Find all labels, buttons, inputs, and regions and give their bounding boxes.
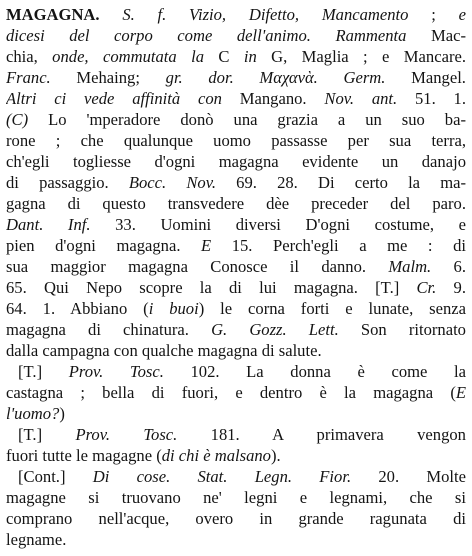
- text-run: [318, 68, 344, 87]
- text-run: 20. Molte: [351, 467, 466, 486]
- entry-line: [6, 403, 466, 424]
- italic-text: di chi è malsano: [161, 446, 271, 465]
- entry-line: [6, 361, 466, 382]
- italic-text: gr. dor.: [165, 68, 234, 87]
- text-run: gagna di questo transvedere dèe preceder del paro.: [6, 194, 466, 213]
- entry-line: [6, 319, 466, 340]
- text-run: pien d'ogni magagna.: [6, 236, 202, 255]
- italic-text: in: [243, 47, 257, 66]
- italic-text: E: [455, 383, 466, 402]
- italic-text: Altri ci vede affinità con: [6, 89, 222, 108]
- italic-text: G. Gozz. Lett.: [211, 320, 339, 339]
- text-run: ).: [270, 446, 281, 465]
- text-run: ) le corna forti e lunate, senza: [198, 299, 466, 318]
- text-run: chia,: [6, 47, 53, 66]
- italic-text: Rammenta: [335, 26, 407, 45]
- dictionary-entry-magagna: [6, 4, 466, 552]
- text-run: [100, 5, 123, 24]
- text-run: 64. 1. Abbiano (: [6, 299, 149, 318]
- text-run: [311, 26, 336, 45]
- entry-line: [6, 382, 466, 403]
- entry-line: [6, 193, 466, 214]
- text-run: fuori tutte le magagne (: [6, 446, 162, 465]
- text-run: [T.]: [18, 425, 76, 444]
- italic-text: Nov. ant.: [324, 89, 398, 108]
- entry-line: [6, 67, 466, 88]
- entry-text: [6, 4, 466, 550]
- text-run: 102. La donna è come la: [163, 362, 466, 381]
- text-run: Mehaing;: [50, 68, 166, 87]
- entry-line: [6, 46, 466, 67]
- text-run: 69. 28. Di certo la ma-: [215, 173, 466, 192]
- entry-line: [6, 4, 466, 25]
- text-run: ): [59, 404, 65, 423]
- entry-line: [6, 25, 466, 46]
- text-run: rone ; che qualunque uomo passasse per sua terra,: [6, 131, 466, 150]
- italic-text: onde, commutata la: [52, 47, 204, 66]
- text-run: 181. A primavera vengon: [177, 425, 466, 444]
- italic-text: Prov. Tosc.: [75, 425, 178, 444]
- italic-text: Μαχανὰ.: [259, 68, 318, 87]
- italic-text: e: [458, 5, 466, 24]
- italic-text: Germ.: [343, 68, 386, 87]
- italic-text: Malm.: [388, 257, 432, 276]
- text-run: sua maggior magagna Conosce il danno.: [6, 257, 389, 276]
- text-run: [T.]: [18, 362, 69, 381]
- text-run: [234, 68, 260, 87]
- italic-text: E: [201, 236, 212, 255]
- entry-line: [6, 130, 466, 151]
- text-run: Mac-: [406, 26, 466, 45]
- italic-text: Dant. Inf.: [6, 215, 91, 234]
- entry-line: [6, 529, 466, 550]
- text-run: 51. 1.: [397, 89, 466, 108]
- entry-line: [6, 109, 466, 130]
- text-run: [Cont.]: [18, 467, 93, 486]
- text-run: 33. Uomini diversi D'ogni costume, e: [90, 215, 466, 234]
- entry-line: [6, 298, 466, 319]
- text-run: Lo 'mperadore donò una grazia a un suo ba-: [28, 110, 466, 129]
- text-run: dalla campagna con qualche magagna di salute.: [6, 341, 322, 360]
- text-run: di passaggio.: [6, 173, 129, 192]
- text-run: C: [204, 47, 244, 66]
- italic-text: S. f. Vizio, Difetto, Mancamento: [122, 5, 409, 24]
- text-run: 65. Qui Nepo scopre la di lui magagna. [T.]: [6, 278, 417, 297]
- italic-text: dicesi del corpo come dell'animo.: [6, 26, 311, 45]
- entry-line: [6, 277, 466, 298]
- entry-line: [6, 508, 466, 529]
- text-run: 15. Perch'egli a me : di: [211, 236, 466, 255]
- entry-line: [6, 214, 466, 235]
- text-run: magagna di chinatura.: [6, 320, 212, 339]
- entry-line: [6, 235, 466, 256]
- entry-line: [6, 466, 466, 487]
- entry-line: [6, 256, 466, 277]
- text-run: Mangel.: [385, 68, 466, 87]
- italic-text: Bocc. Nov.: [128, 173, 216, 192]
- entry-line: [6, 487, 466, 508]
- text-run: 9.: [436, 278, 466, 297]
- text-run: castagna ; bella di fuori, e dentro è la magagna (: [6, 383, 456, 402]
- text-run: Mangano.: [221, 89, 325, 108]
- entry-line: [6, 88, 466, 109]
- text-run: G, Maglia ; e Mancare.: [256, 47, 466, 66]
- text-run: comprano nell'acque, overo in grande ragunata di: [6, 509, 466, 528]
- headword: MAGAGNA.: [6, 5, 100, 24]
- italic-text: Cr.: [416, 278, 437, 297]
- italic-text: Di cose. Stat. Legn. Fior.: [92, 467, 352, 486]
- text-run: ch'egli togliesse d'ogni magagna evidente un danajo: [6, 152, 466, 171]
- italic-text: Franc.: [6, 68, 51, 87]
- text-run: 6.: [431, 257, 466, 276]
- text-run: ;: [408, 5, 459, 24]
- text-run: legname.: [6, 530, 67, 549]
- italic-text: (C): [6, 110, 29, 129]
- entry-line: [6, 340, 466, 361]
- italic-text: i buoi: [148, 299, 199, 318]
- text-run: magagne si truovano ne' legni e legnami, che si: [6, 488, 466, 507]
- italic-text: Prov. Tosc.: [68, 362, 164, 381]
- italic-text: l'uomo?: [6, 404, 60, 423]
- entry-line: [6, 172, 466, 193]
- entry-line: [6, 424, 466, 445]
- entry-line: [6, 445, 466, 466]
- text-run: Son ritornato: [338, 320, 466, 339]
- entry-line: [6, 151, 466, 172]
